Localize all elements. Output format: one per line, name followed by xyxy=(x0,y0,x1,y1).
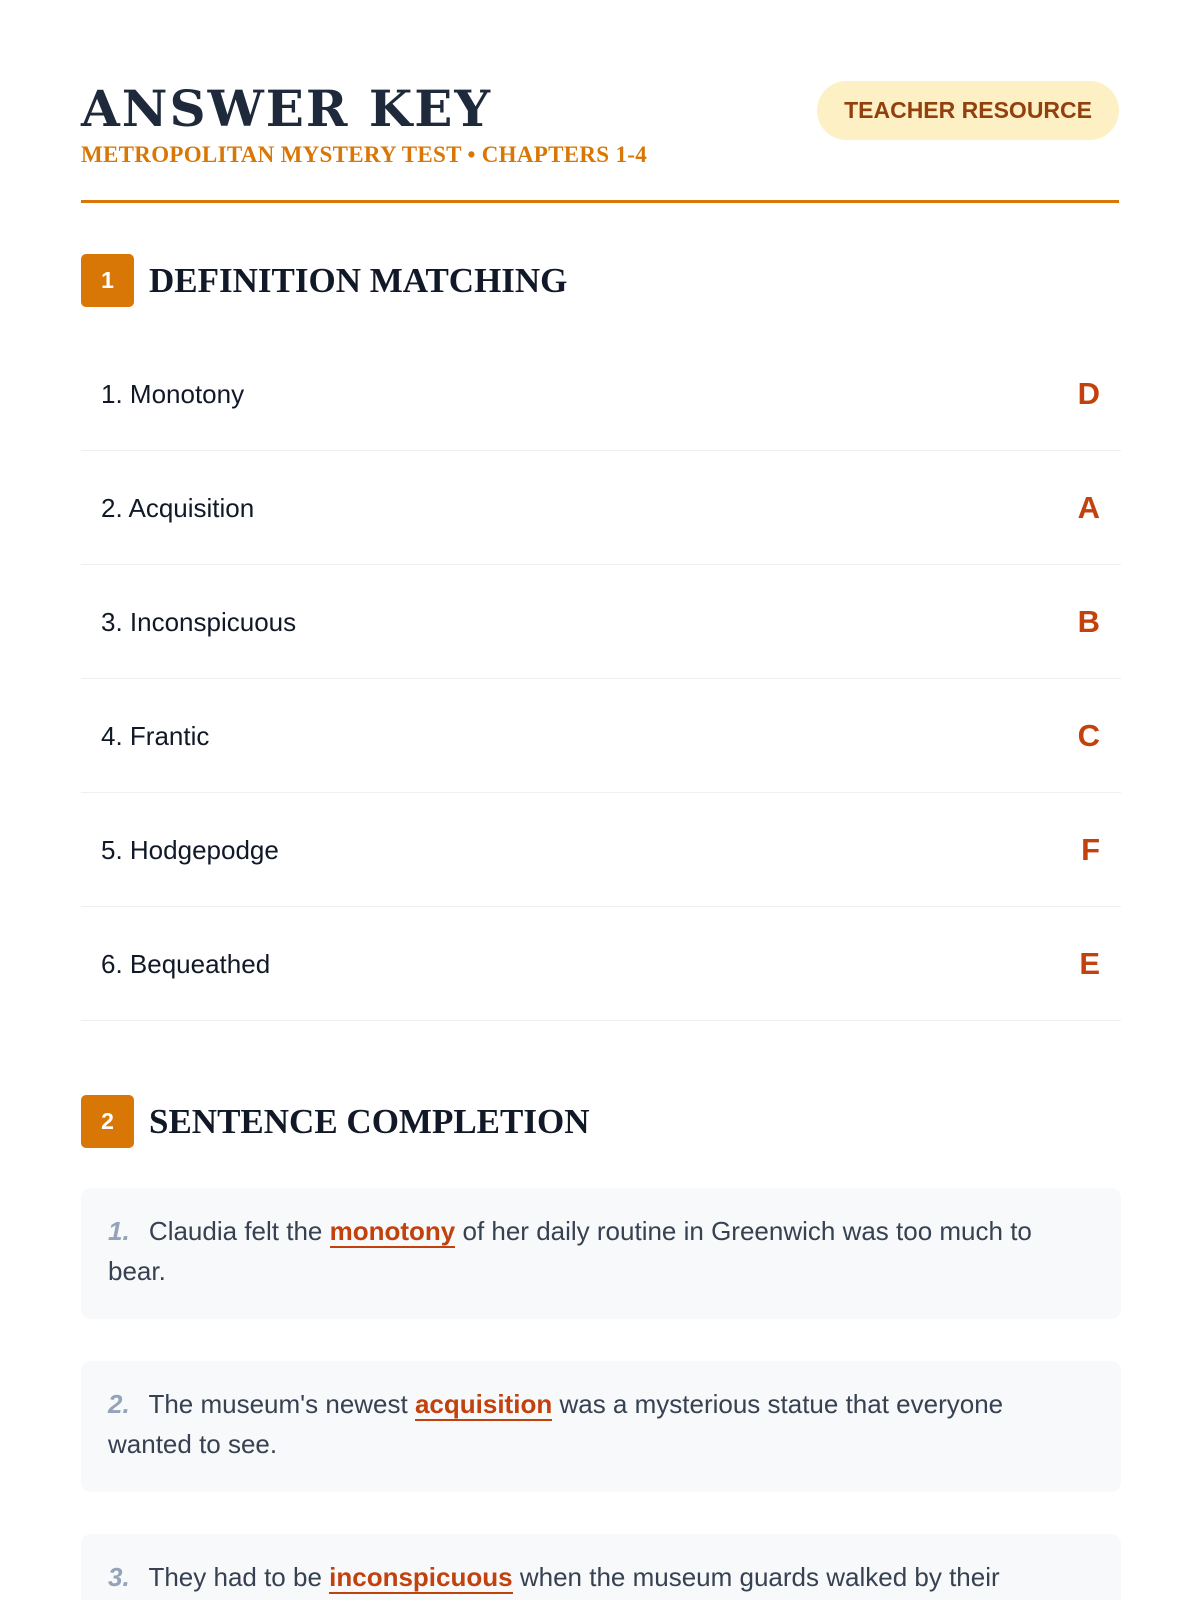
sentence-card xyxy=(81,1534,1121,1600)
sentence-number: 3. xyxy=(108,1562,130,1592)
section-number-badge: 2 xyxy=(81,1095,134,1148)
sentence-card xyxy=(81,1361,1121,1492)
matching-term: 1. Monotony xyxy=(101,378,245,409)
sentence-text-before: They had to be xyxy=(148,1562,330,1592)
sentence-answer-word: acquisition xyxy=(414,1389,553,1419)
matching-term: 2. Acquisition xyxy=(101,492,255,523)
matching-row xyxy=(81,565,1121,679)
matching-row xyxy=(81,451,1121,565)
sentence-text-before: Claudia felt the xyxy=(148,1216,330,1246)
matching-answer: A xyxy=(1077,490,1100,525)
sentence-text-before: The museum's newest xyxy=(148,1389,415,1419)
definition-matching-list xyxy=(81,337,1121,1021)
matching-answer: F xyxy=(1081,832,1100,867)
page-title: ANSWER KEY xyxy=(81,79,493,138)
matching-term: 4. Frantic xyxy=(101,720,210,751)
sentence-answer-word: inconspicuous xyxy=(329,1562,513,1592)
matching-row xyxy=(81,793,1121,907)
matching-row xyxy=(81,337,1121,451)
sentence-number: 2. xyxy=(108,1389,130,1419)
teacher-resource-badge: TEACHER RESOURCE xyxy=(817,81,1119,140)
matching-answer: B xyxy=(1077,604,1100,639)
section-number-badge: 1 xyxy=(81,254,134,307)
matching-row xyxy=(81,907,1121,1021)
sentence-text-after: was a mysterious statue that everyone wanted to see. xyxy=(108,1389,1004,1459)
definition-matching-heading xyxy=(81,254,567,307)
matching-answer: C xyxy=(1077,718,1100,753)
answer-key-header xyxy=(81,0,1119,203)
sentence-completion-heading xyxy=(81,1095,590,1148)
matching-answer: E xyxy=(1079,946,1100,981)
matching-term: 5. Hodgepodge xyxy=(101,834,279,865)
sentence-text-after: of her daily routine in Greenwich was too much to bear. xyxy=(108,1216,1032,1286)
matching-answer: D xyxy=(1077,376,1100,411)
section-title: DEFINITION MATCHING xyxy=(149,261,568,300)
matching-row xyxy=(81,679,1121,793)
sentence-text-after: when the museum guards walked by their xyxy=(519,1562,1000,1592)
sentence-completion-list xyxy=(81,1188,1121,1600)
sentence-number: 1. xyxy=(108,1216,130,1246)
matching-term: 6. Bequeathed xyxy=(101,948,271,979)
section-title: SENTENCE COMPLETION xyxy=(149,1102,590,1141)
test-subtitle: METROPOLITAN MYSTERY TEST • CHAPTERS 1-4 xyxy=(81,142,648,167)
sentence-answer-word: monotony xyxy=(329,1216,456,1246)
matching-term: 3. Inconspicuous xyxy=(101,606,297,637)
sentence-card xyxy=(81,1188,1121,1319)
